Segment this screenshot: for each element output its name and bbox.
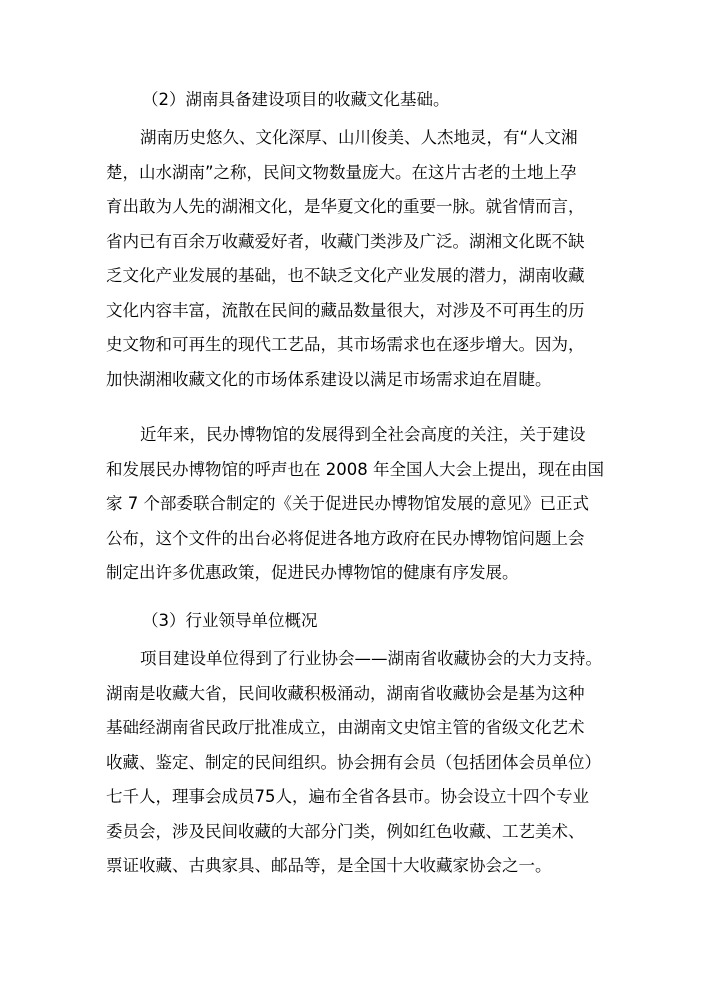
paragraph-line: 育出敢为人先的湖湘文化，是华夏文化的重要一脉。就省情而言， [106,197,585,216]
paragraph-line: 收藏、鉴定、制定的民间组织。协会拥有会员（包括团体会员单位） [106,752,601,772]
paragraph-line: 票证收藏、古典家具、邮品等，是全国十大收藏家协会之一。 [106,856,552,875]
paragraph-line: 加快湖湘收藏文化的市场体系建设以满足市场需求迫在眉睫。 [106,369,552,389]
paragraph-line: 七千人，理事会成员75人，遍布全省各县市。协会设立十四个专业 [106,787,589,806]
paragraph-line: 家 7 个部委联合制定的《关于促进民办博物馆发展的意见》已正式 [106,494,589,513]
paragraph-line: 基础经湖南省民政厅批准成立，由湖南文史馆主管的省级文化艺术 [106,718,585,737]
paragraph-line: 省内已有百余万收藏爱好者，收藏门类涉及广泛。湖湘文化既不缺 [106,231,585,251]
paragraph-line: 湖南历史悠久、文化深厚、山川俊美、人杰地灵，有“人文湘 [140,128,578,147]
paragraph-line: 楚，山水湖南”之称，民间文物数量庞大。在这片古老的土地上孕 [106,162,577,182]
paragraph-industry-association [106,642,606,884]
paragraph-line: 文化内容丰富，流散在民间的藏品数量很大，对涉及不可再生的历 [106,300,585,320]
section-heading-2: （2）湖南具备建设项目的收藏文化基础。 [142,90,450,109]
paragraph-collection-culture [106,121,606,397]
paragraph-line: 乏文化产业发展的基础，也不缺乏文化产业发展的潜力，湖南收藏 [106,266,585,285]
paragraph-line: 公布，这个文件的出台必将促进各地方政府在民办博物馆问题上会 [106,528,585,548]
paragraph-line: 制定出许多优惠政策，促进民办博物馆的健康有序发展。 [106,563,519,582]
paragraph-private-museums [106,418,606,591]
paragraph-line: 项目建设单位得到了行业协会——湖南省收藏协会的大力支持。 [140,649,602,668]
paragraph-line: 委员会，涉及民间收藏的大部分门类，例如红色收藏、工艺美术、 [106,821,585,841]
paragraph-line: 湖南是收藏大省，民间收藏积极涌动，湖南省收藏协会是基为这种 [106,683,585,703]
paragraph-line: 和发展民办博物馆的呼声也在 2008 年全国人大会上提出，现在由国 [106,459,604,479]
paragraph-line: 史文物和可再生的现代工艺品，其市场需求也在逐步增大。因为， [106,335,585,354]
paragraph-line: 近年来，民办博物馆的发展得到全社会高度的关注，关于建设 [140,425,586,444]
section-heading-3: （3）行业领导单位概况 [142,611,318,630]
